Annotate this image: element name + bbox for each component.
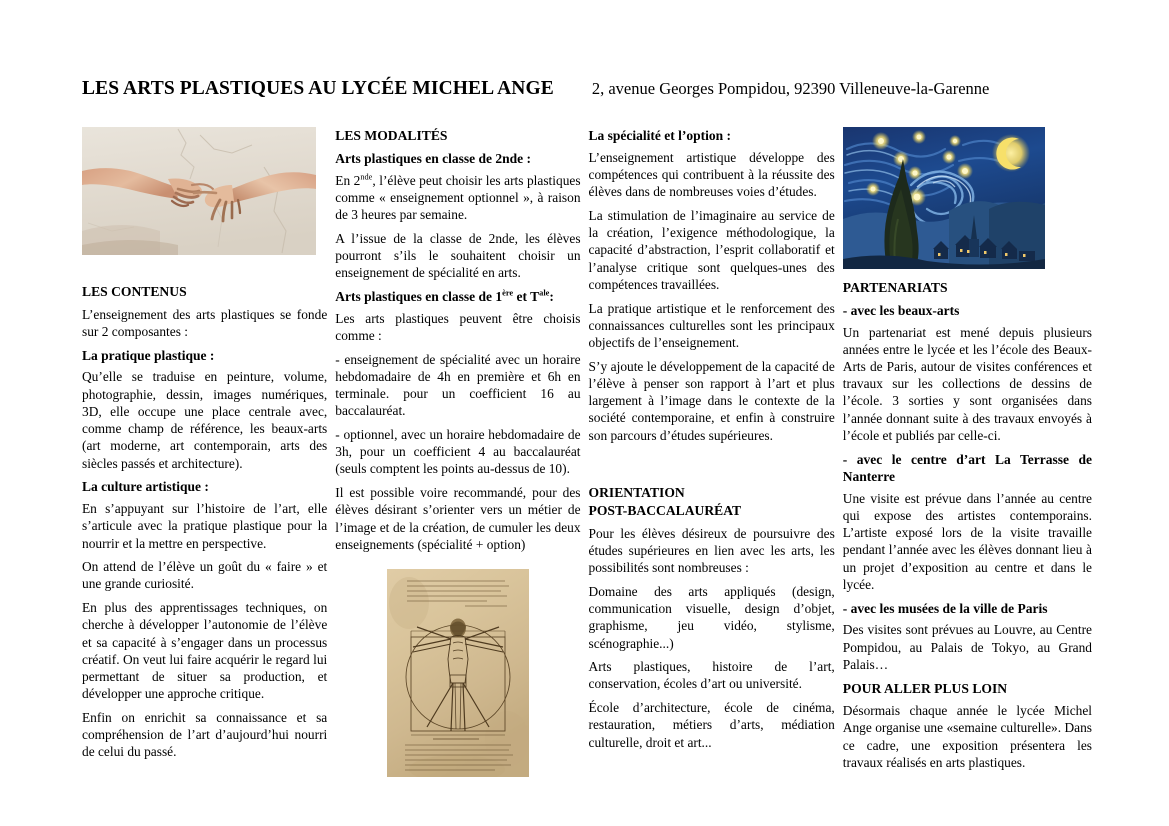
pratique-plastique-body: Qu’elle se traduise en peinture, volume, photographie, dessin, images numériques, 3D, elle occupe une place centrale avec, comme champ de référence, les beaux-arts (art moderne, art contemporain, arts des siècles passés et architecture).	[82, 369, 328, 471]
orientation-p2: Domaine des arts appliqués (design, communication visuelle, design d’objet, graphisme, jeu vidéo, stylisme, scénographie...)	[588, 583, 835, 651]
musees-paris-body: Des visites sont prévues au Louvre, au Centre Pompidou, au Palais de Tokyo, au Grand Palais…	[842, 622, 1092, 672]
orientation-p3: Arts plastiques, histoire de l’art, conservation, écoles d’art ou université.	[588, 659, 835, 692]
pt-heading-pre: Arts plastiques en classe de 1	[335, 288, 503, 304]
culture-artistique-p3: En plus des apprentissages techniques, on cherche à développer l’autonomie de l’élève et sa capacité à s’engager dans un processus créatif. On veut lui faire acquérir le regard lui permettant de situer sa production, et développer une approche critique.	[82, 600, 328, 702]
beaux-arts-body: Un partenariat est mené depuis plusieurs années entre le lycée et les l’école des Beaux-Arts de Paris, autour de visites conférences et travaux sur les collections de dessins de l’école. 3 sorties y sont organisées dans l’année donnant suite à des travaux envoyés à l’école et publiés par celle-ci.	[842, 324, 1092, 443]
terrasse-nanterre-body: Une visite est prévue dans l’année au centre qui expose des artistes contemporains. L’artiste exposé lors de la visite travaille pendant l’année avec les élèves donnant lieu à un projet d’exposition au centre et dans le lycée.	[842, 490, 1092, 592]
pour-aller-plus-loin-heading: POUR ALLER PLUS LOIN	[842, 680, 1008, 696]
pt-heading-mid: et T	[513, 288, 540, 304]
creation-of-adam-image	[82, 127, 316, 255]
specialite-option-heading: La spécialité et l’option :	[588, 128, 732, 143]
seconde-p1-post: , l’élève peut choisir les arts plastiques comme « enseignement optionnel », à raison de 3 heures par semaine.	[335, 172, 581, 222]
beaux-arts-heading: - avec les beaux-arts	[842, 302, 960, 318]
partenariats-heading: PARTENARIATS	[842, 280, 948, 295]
specialite-p1: L’enseignement artistique développe des compétences qui contribuent à la réussite des élèves dans de nombreuses voies d’études.	[588, 149, 835, 200]
culture-artistique-p4: Enfin on enrichit sa connaissance et sa compréhension de l’art d’aujourd’hui nourri de celui du passé.	[82, 710, 328, 760]
section-spacer	[589, 450, 835, 484]
orientation-p1: Pour les élèves désireux de poursuivre des études supérieures en lien avec les arts, les possibilités sont nombreuses :	[588, 525, 835, 576]
premiere-terminale-p1: Les arts plastiques peuvent être choisis comme :	[335, 310, 581, 343]
orientation-heading-line2: POST-BACCALAURÉAT	[588, 503, 742, 519]
specialite-p3: La pratique artistique et le renforcement des connaissances culturelles sont les principaux objectifs de l’enseignement.	[588, 300, 835, 351]
column-contenus	[82, 127, 327, 767]
content-columns	[82, 127, 1092, 770]
column-partenariats	[842, 127, 1092, 770]
modalites-heading: LES MODALITÉS	[335, 128, 448, 143]
school-address: 2, avenue Georges Pompidou, 92390 Villeneuve-la-Garenne	[591, 79, 990, 98]
seconde-p1	[335, 172, 580, 224]
culture-artistique-p1: En s’appuyant sur l’histoire de l’art, elle s’articule avec la pratique plastique pour la nourrir et la mettre en perspective.	[82, 501, 328, 551]
pt-heading-sup2: ale	[539, 288, 550, 298]
specialite-bullet: - enseignement de spécialité avec un horaire hebdomadaire de 4h en première et 6h en terminale. pour un coefficient 16 au baccalauréat.	[335, 351, 581, 419]
column-specialite-orientation	[589, 127, 835, 767]
musees-paris-heading: - avec les musées de la ville de Paris	[842, 600, 1048, 616]
document-header	[82, 78, 1092, 100]
vitruvian-man-image	[387, 569, 529, 777]
cumul-paragraph: Il est possible voire recommandé, pour des élèves désirant s’orienter vers un métier de l’image et de la création, de cumuler les deux enseignements (spécialité + option)	[335, 485, 581, 552]
seconde-heading: Arts plastiques en classe de 2nde :	[335, 150, 532, 166]
pour-aller-plus-loin-body: Désormais chaque année le lycée Michel Ange organise une «semaine culturelle». Dans ce cadre, une exposition présentera les travaux réalisés en arts plastiques.	[842, 703, 1092, 770]
orientation-p4: École d’architecture, école de cinéma, restauration, métiers d’arts, médiation culturelle, droit et art...	[588, 700, 835, 750]
seconde-p2: A l’issue de la classe de 2nde, les élèves pourront s’ils le souhaitent choisir un enseignement de spécialité en arts.	[335, 230, 581, 281]
culture-artistique-heading: La culture artistique :	[82, 479, 209, 495]
pt-heading-sup1: ère	[502, 288, 514, 298]
column-modalites	[335, 127, 580, 767]
specialite-p4: S’y ajoute le développement de la capacité de l’élève à penser son rapport à l’art et plus largement à l’image dans le contexte de la société contemporaine, et enfin à construire son parcours d’études supérieures.	[588, 358, 835, 443]
culture-artistique-p2: On attend de l’élève un goût du « faire » et une grande curiosité.	[82, 559, 328, 592]
orientation-heading-line1: ORIENTATION	[588, 485, 685, 501]
terrasse-nanterre-heading: - avec le centre d’art La Terrasse de Nanterre	[842, 451, 1092, 484]
starry-night-image	[843, 127, 1045, 269]
optionnel-bullet: - optionnel, avec un horaire hebdomadaire de 3h, pour un coefficient 4 au baccalauréat (seuls comptent les points au-dessus de 10).	[335, 426, 581, 477]
pratique-plastique-heading: La pratique plastique :	[82, 347, 215, 363]
contenus-intro: L’enseignement des arts plastiques se fonde sur 2 composantes :	[82, 306, 328, 339]
contenus-heading: LES CONTENUS	[82, 284, 187, 299]
pt-heading-post: :	[549, 288, 554, 304]
specialite-p2: La stimulation de l’imaginaire au service de la création, l’exigence méthodologique, la capacité d’abstraction, l’esprit collaboratif et l’analyse critique sont quelques-unes des compétences travaillées.	[588, 208, 835, 292]
page-title: LES ARTS PLASTIQUES AU LYCÉE MICHEL ANGE	[82, 78, 554, 99]
seconde-p1-pre: En 2	[335, 172, 361, 188]
premiere-terminale-heading	[335, 288, 580, 305]
seconde-superscript: nde	[360, 172, 373, 182]
